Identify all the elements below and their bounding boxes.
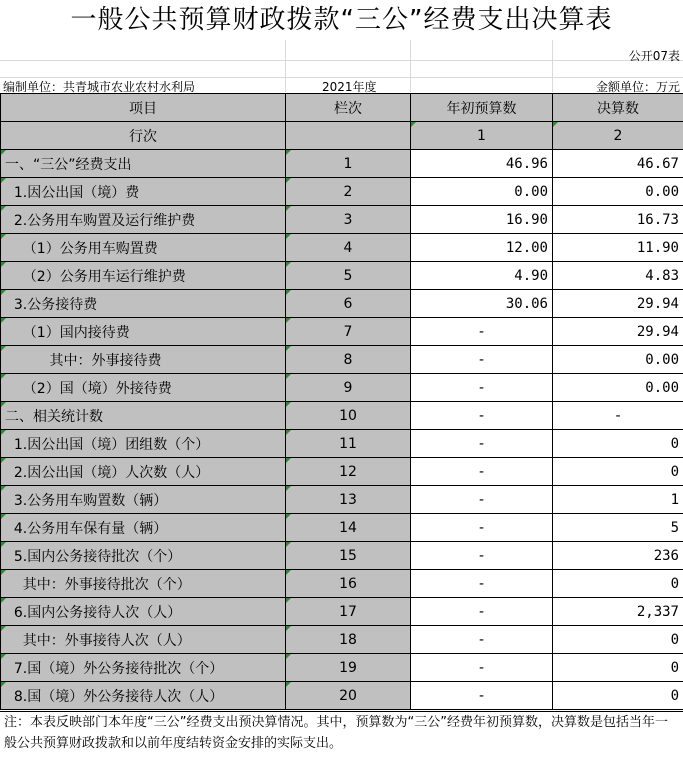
footnote: 注：本表反映部门本年度“三公”经费支出预决算情况。其中，预算数为“三公”经费年初预算数，决算数是包括当年一般公共预算财政拨款和以前年度结转资金安排的实际支出。 [0,711,683,754]
row-line: 11 [286,430,411,458]
compiling-unit: 编制单位：共青城市农业农村水利局 [3,80,196,94]
table-row [1,626,683,654]
row-budget: - [411,654,553,682]
row-item: 其中：外事接待人次（人） [1,626,286,654]
table-row [1,654,683,682]
row-item: （1）公务用车购置费 [1,234,286,262]
grid-divider [285,40,286,92]
row-line: 9 [286,374,411,402]
table-row [1,150,683,178]
row-line: 3 [286,206,411,234]
row-index-final: 2 [553,122,683,150]
row-line: 16 [286,570,411,598]
row-line: 18 [286,626,411,654]
row-line: 4 [286,234,411,262]
row-final: 0.00 [553,346,683,374]
header-final: 决算数 [553,94,683,122]
table-row [1,402,683,430]
row-item: 二、相关统计数 [1,402,286,430]
row-index-budget: 1 [411,122,553,150]
row-final: 236 [553,542,683,570]
row-budget: 0.00 [411,178,553,206]
header-item: 项目 [1,94,286,122]
row-budget: - [411,374,553,402]
table-row [1,290,683,318]
row-item: （2）公务用车运行维护费 [1,262,286,290]
row-line: 7 [286,318,411,346]
expenditure-table [0,93,683,710]
row-final: 0 [553,458,683,486]
row-final: - [553,402,683,430]
row-line: 8 [286,346,411,374]
row-budget: 46.96 [411,150,553,178]
row-item: 5.国内公务接待批次（个） [1,542,286,570]
header-row [1,94,683,122]
row-final: 0 [553,654,683,682]
row-index-line [286,122,411,150]
table-row [1,430,683,458]
table-row [1,570,683,598]
row-item: （1）国内接待费 [1,318,286,346]
row-final: 0 [553,682,683,710]
row-budget: - [411,598,553,626]
row-item: 其中：外事接待费 [1,346,286,374]
row-budget: 4.90 [411,262,553,290]
row-final: 16.73 [553,206,683,234]
row-final: 0.00 [553,374,683,402]
row-final: 2,337 [553,598,683,626]
row-final: 0 [553,570,683,598]
row-budget: - [411,458,553,486]
fiscal-year: 2021年度 [322,80,377,94]
table-row [1,458,683,486]
header-line: 栏次 [286,94,411,122]
table-row [1,682,683,710]
table-row [1,178,683,206]
row-final: 11.90 [553,234,683,262]
row-final: 1 [553,486,683,514]
table-row [1,486,683,514]
row-line: 19 [286,654,411,682]
row-item: （2）国（境）外接待费 [1,374,286,402]
grid-row [0,40,683,61]
row-item: 8.国（境）外公务接待人次（人） [1,682,286,710]
table-row [1,234,683,262]
row-final: 29.94 [553,318,683,346]
grid-divider [410,40,411,92]
row-final: 29.94 [553,290,683,318]
row-budget: - [411,346,553,374]
row-line: 15 [286,542,411,570]
row-line: 10 [286,402,411,430]
row-item: 其中：外事接待批次（个） [1,570,286,598]
table-row [1,374,683,402]
row-budget: 30.06 [411,290,553,318]
row-final: 5 [553,514,683,542]
row-item: 6.国内公务接待人次（人） [1,598,286,626]
row-final: 0.00 [553,178,683,206]
row-budget: - [411,570,553,598]
row-final: 0 [553,626,683,654]
row-final: 4.83 [553,262,683,290]
row-budget: - [411,542,553,570]
form-number: 公开07表 [628,49,680,63]
row-budget: - [411,430,553,458]
row-budget: - [411,318,553,346]
row-budget: - [411,626,553,654]
row-final: 46.67 [553,150,683,178]
table-row [1,598,683,626]
grid-row [0,61,683,78]
row-item: 1.因公出国（境）团组数（个） [1,430,286,458]
table-row [1,318,683,346]
row-budget: - [411,402,553,430]
row-line: 20 [286,682,411,710]
row-budget: 16.90 [411,206,553,234]
header-budget: 年初预算数 [411,94,553,122]
page-title: 一般公共预算财政拨款“三公”经费支出决算表 [70,5,613,35]
row-item: 3.公务接待费 [1,290,286,318]
row-index-row [1,122,683,150]
row-budget: 12.00 [411,234,553,262]
row-final: 0 [553,430,683,458]
table-row [1,542,683,570]
row-item: 4.公务用车保有量（辆） [1,514,286,542]
row-budget: - [411,514,553,542]
table-row [1,206,683,234]
row-line: 14 [286,514,411,542]
table-row [1,514,683,542]
row-line: 2 [286,178,411,206]
row-line: 12 [286,458,411,486]
row-line: 5 [286,262,411,290]
grid-divider [552,40,553,92]
row-budget: - [411,682,553,710]
table-row [1,346,683,374]
row-line: 17 [286,598,411,626]
row-line: 13 [286,486,411,514]
row-index-label: 行次 [1,122,286,150]
row-item: 1.因公出国（境）费 [1,178,286,206]
row-item: 2.因公出国（境）人次数（人） [1,458,286,486]
amount-unit: 金额单位：万元 [595,80,680,94]
table-row [1,262,683,290]
row-line: 1 [286,150,411,178]
row-item: 一、“三公”经费支出 [1,150,286,178]
row-budget: - [411,486,553,514]
row-item: 3.公务用车购置数（辆） [1,486,286,514]
row-item: 7.国（境）外公务接待批次（个） [1,654,286,682]
row-item: 2.公务用车购置及运行维护费 [1,206,286,234]
row-line: 6 [286,290,411,318]
